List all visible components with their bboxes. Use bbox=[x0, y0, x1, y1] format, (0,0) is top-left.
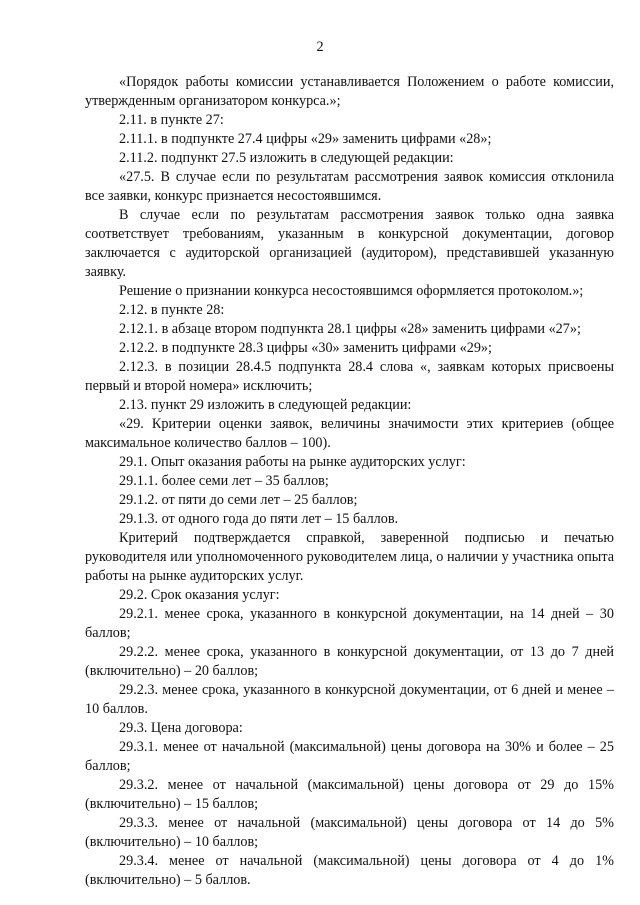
paragraph-single-application: В случае если по результатам рассмотрения заявок только одна заявка соответствует требованиям, указанным в конкурсной документации, договор заключается с аудиторской организацией (аудитором), представившей указанную заявку. bbox=[85, 207, 614, 280]
paragraph-2-11-2: 2.11.2. подпункт 27.5 изложить в следующей редакции: bbox=[119, 150, 454, 166]
paragraph-criterion-confirmation: Критерий подтверждается справкой, заверенной подписью и печатью руководителя или уполномоченного руководителем лица, о наличии у участника опыта работы на рынке аудиторских услуг. bbox=[85, 530, 614, 584]
document-body bbox=[85, 73, 614, 890]
paragraph-29-3-3: 29.3.3. менее от начальной (максимальной) цены договора от 14 до 5% (включительно) – 10 баллов; bbox=[85, 815, 614, 850]
paragraph-29-3: 29.3. Цена договора: bbox=[119, 720, 243, 736]
paragraph-29-2-2: 29.2.2. менее срока, указанного в конкурсной документации, от 13 до 7 дней (включительно) – 20 баллов; bbox=[85, 644, 614, 679]
paragraph-29-criteria: «29. Критерии оценки заявок, величины значимости этих критериев (общее максимальное количество баллов – 100). bbox=[85, 416, 614, 451]
paragraph-29-1-3: 29.1.3. от одного года до пяти лет – 15 баллов. bbox=[119, 511, 399, 527]
paragraph-29-3-2: 29.3.2. менее от начальной (максимальной) цены договора от 29 до 15% (включительно) – 15 баллов; bbox=[85, 777, 614, 812]
paragraph-29-2: 29.2. Срок оказания услуг: bbox=[119, 587, 280, 603]
paragraph-29-1: 29.1. Опыт оказания работы на рынке аудиторских услуг: bbox=[119, 454, 466, 470]
paragraph-2-12: 2.12. в пункте 28: bbox=[119, 302, 225, 318]
paragraph-2-12-2: 2.12.2. в подпункте 28.3 цифры «30» заменить цифрами «29»; bbox=[119, 340, 492, 356]
paragraph-29-1-1: 29.1.1. более семи лет – 35 баллов; bbox=[119, 473, 329, 489]
paragraph-2-11: 2.11. в пункте 27: bbox=[119, 112, 224, 128]
paragraph-29-2-3: 29.2.3. менее срока, указанного в конкурсной документации, от 6 дней и менее – 10 баллов. bbox=[85, 682, 614, 717]
paragraph-29-3-4: 29.3.4. менее от начальной (максимальной) цены договора от 4 до 1% (включительно) – 5 баллов. bbox=[85, 853, 614, 888]
paragraph-29-2-1: 29.2.1. менее срока, указанного в конкурсной документации, на 14 дней – 30 баллов; bbox=[85, 606, 614, 641]
paragraph-29-1-2: 29.1.2. от пяти до семи лет – 25 баллов; bbox=[119, 492, 358, 508]
paragraph-protocol-decision: Решение о признании конкурса несостоявшимся оформляется протоколом.»; bbox=[119, 283, 584, 299]
paragraph-2-12-1: 2.12.1. в абзаце втором подпункта 28.1 цифры «28» заменить цифрами «27»; bbox=[119, 321, 581, 337]
paragraph-2-13: 2.13. пункт 29 изложить в следующей редакции: bbox=[119, 397, 412, 413]
paragraph-commission-procedure: «Порядок работы комиссии устанавливается Положением о работе комиссии, утвержденным организатором конкурса.»; bbox=[85, 74, 614, 109]
paragraph-29-3-1: 29.3.1. менее от начальной (максимальной) цены договора на 30% и более – 25 баллов; bbox=[85, 739, 614, 774]
paragraph-27-5: «27.5. В случае если по результатам рассмотрения заявок комиссия отклонила все заявки, конкурс признается несостоявшимся. bbox=[85, 169, 614, 204]
page-number: 2 bbox=[316, 39, 324, 55]
paragraph-2-11-1: 2.11.1. в подпункте 27.4 цифры «29» заменить цифрами «28»; bbox=[119, 131, 492, 147]
paragraph-2-12-3: 2.12.3. в позиции 28.4.5 подпункта 28.4 слова «, заявкам которых присвоены первый и второй номера» исключить; bbox=[85, 359, 614, 394]
